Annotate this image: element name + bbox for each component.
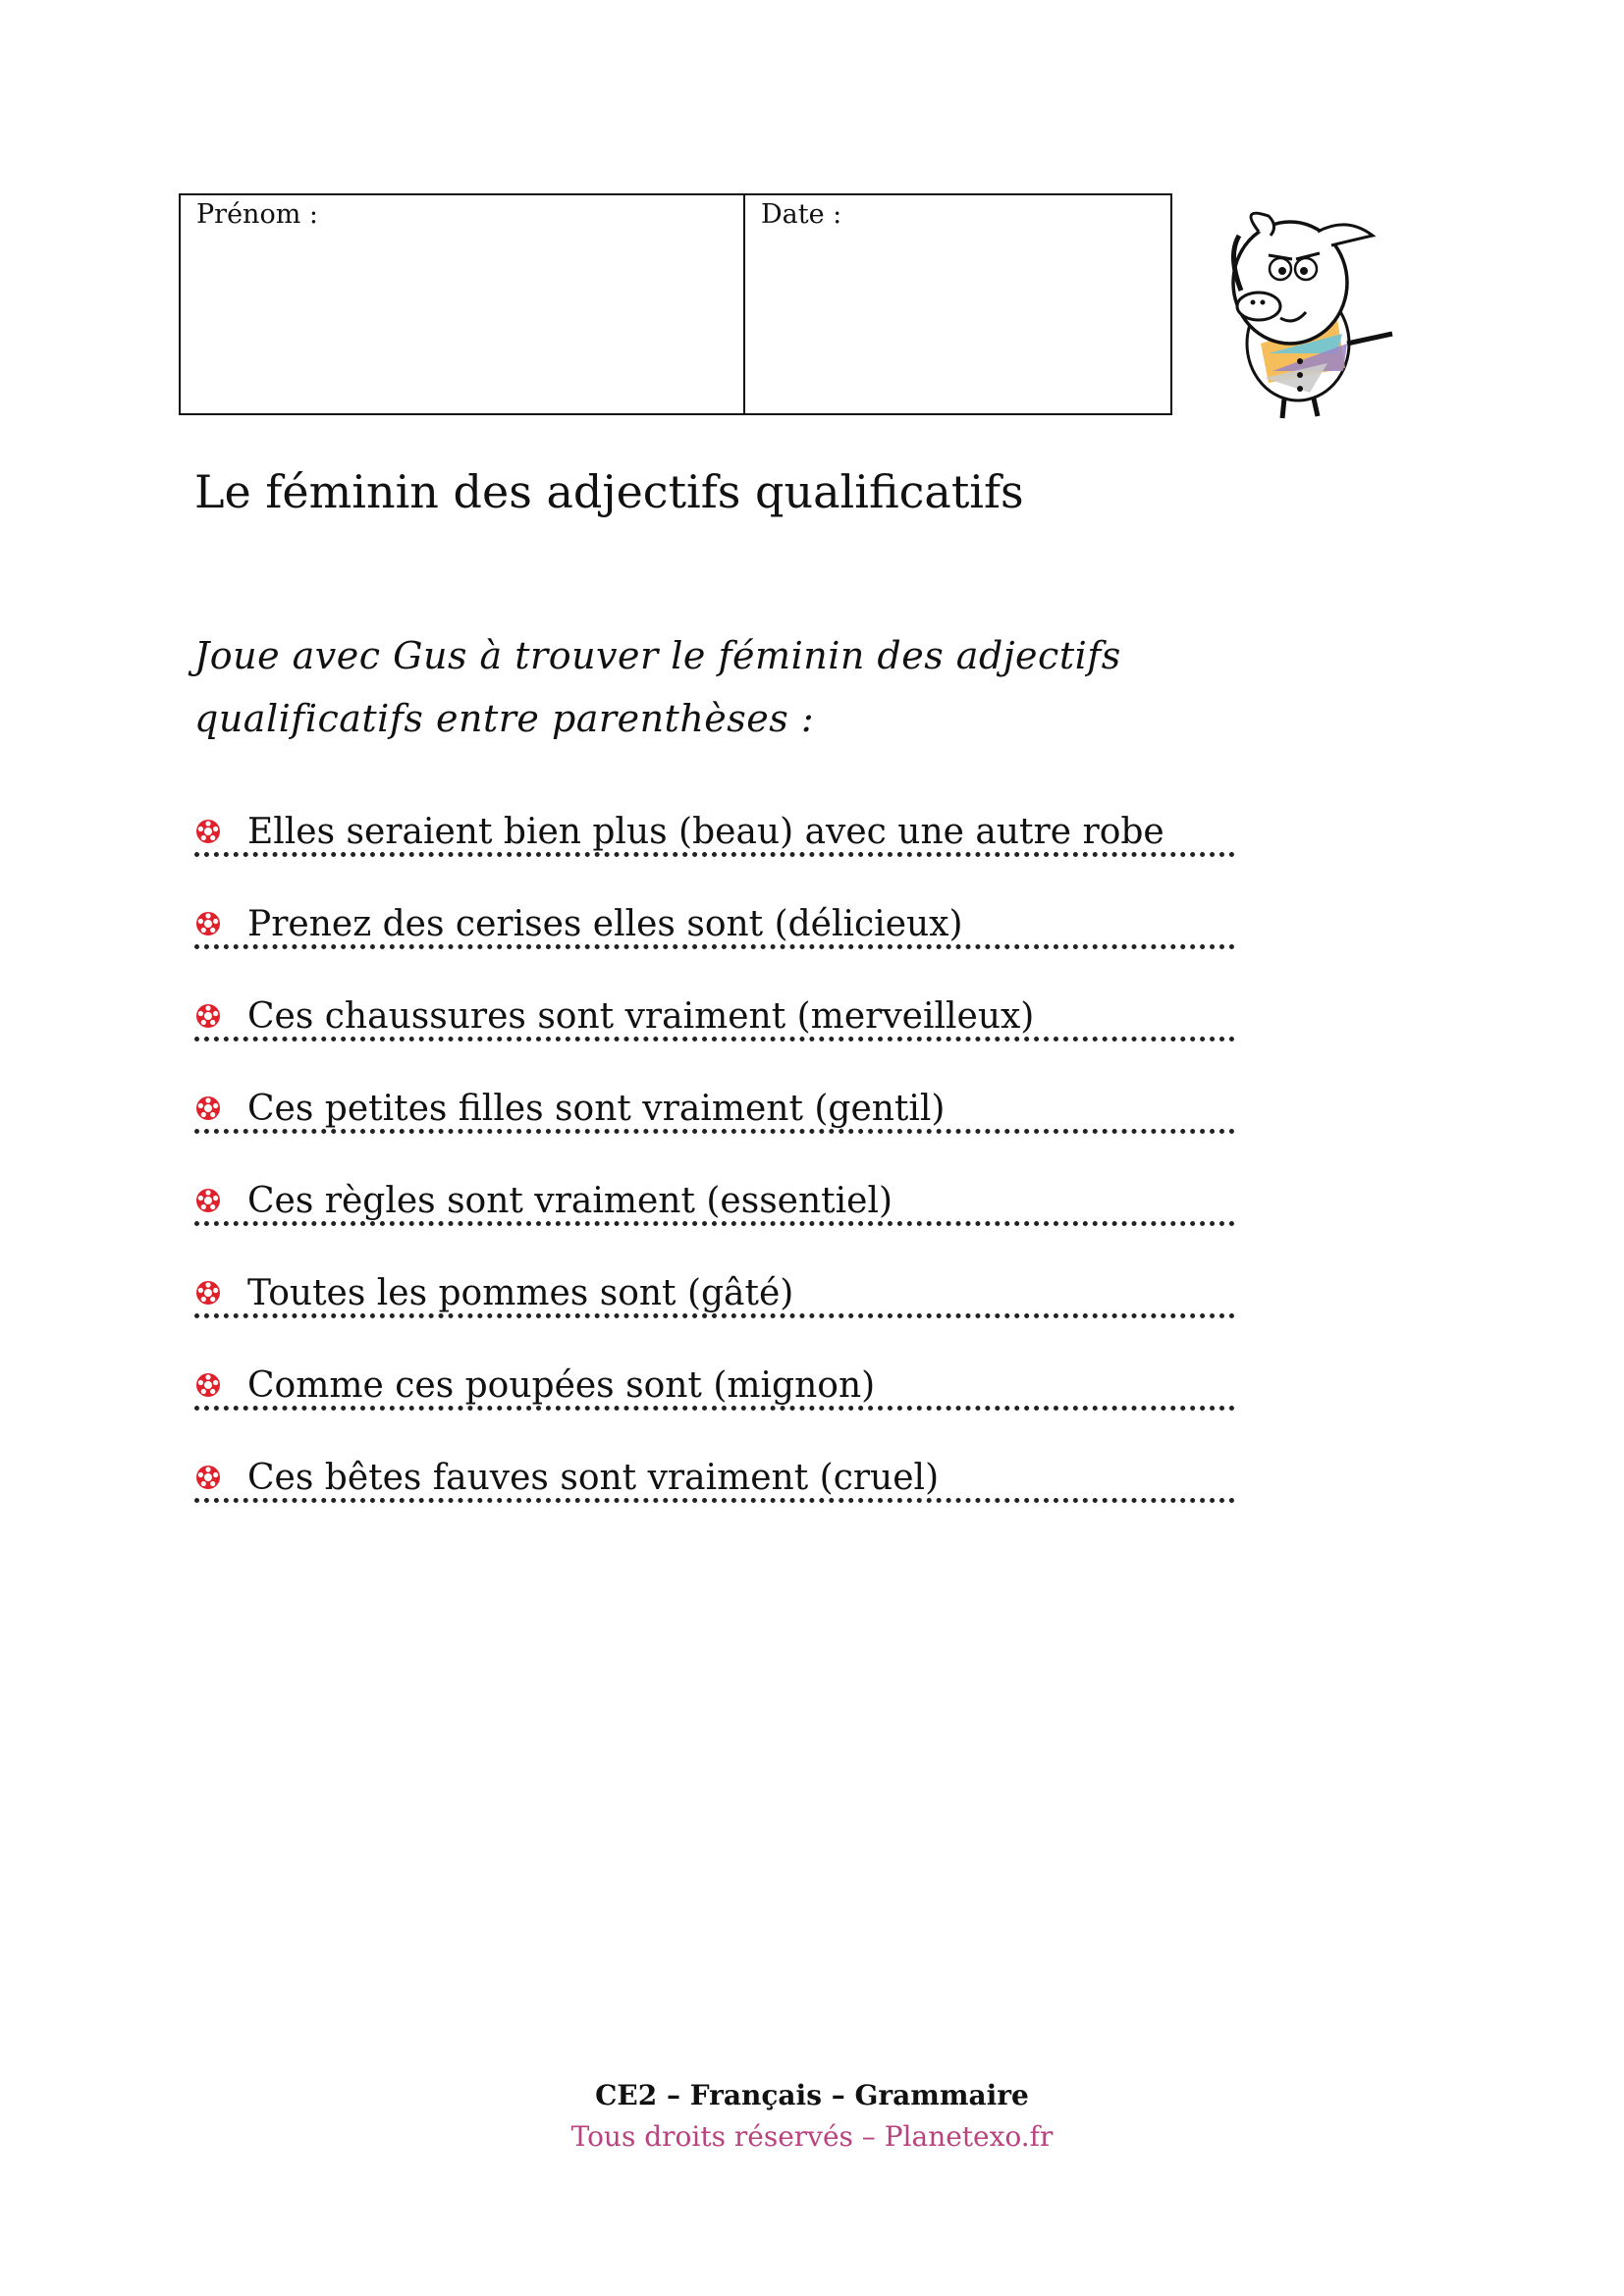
exercise-line <box>194 991 1235 1041</box>
exercise-sentence: Ces petites filles sont vraiment (gentil) <box>247 1088 946 1129</box>
list-item <box>194 899 1235 991</box>
exercise-sentence: Comme ces poupées sont (mignon) <box>247 1364 876 1406</box>
exercise-line <box>194 1361 1235 1410</box>
exercise-line <box>194 1268 1235 1317</box>
list-item <box>194 991 1235 1084</box>
flower-bullet-icon <box>194 910 222 937</box>
answer-line[interactable] <box>194 1498 1235 1503</box>
name-label: Prénom : <box>196 199 318 230</box>
answer-line[interactable] <box>194 852 1235 857</box>
list-item <box>194 1268 1235 1361</box>
header-table <box>179 193 1172 415</box>
answer-line[interactable] <box>194 1037 1235 1041</box>
exercise-line <box>194 1176 1235 1225</box>
list-item <box>194 1453 1235 1545</box>
flower-bullet-icon <box>194 1002 222 1030</box>
flower-bullet-icon <box>194 1371 222 1399</box>
exercise-sentence: Ces bêtes fauves sont vraiment (cruel) <box>247 1457 940 1498</box>
footer-course: CE2 – Français – Grammaire <box>595 2079 1029 2111</box>
answer-line[interactable] <box>194 1129 1235 1134</box>
flower-bullet-icon <box>194 1187 222 1214</box>
exercise-line <box>194 807 1235 856</box>
exercise-sentence: Prenez des cerises elles sont (délicieux) <box>247 903 963 944</box>
list-item <box>194 807 1235 899</box>
footer-rights: Tous droits réservés – Planetexo.fr <box>570 2120 1054 2153</box>
date-label: Date : <box>761 199 842 230</box>
flower-bullet-icon <box>194 1095 222 1122</box>
date-cell[interactable] <box>745 195 1170 413</box>
list-item <box>194 1176 1235 1268</box>
flower-bullet-icon <box>194 818 222 845</box>
answer-line[interactable] <box>194 944 1235 949</box>
flower-bullet-icon <box>194 1464 222 1491</box>
answer-line[interactable] <box>194 1221 1235 1226</box>
list-item <box>194 1361 1235 1453</box>
exercise-list <box>194 807 1235 1545</box>
name-cell[interactable] <box>181 195 745 413</box>
exercise-line <box>194 1453 1235 1502</box>
gus-mascot-icon <box>1200 196 1416 422</box>
answer-line[interactable] <box>194 1406 1235 1411</box>
exercise-sentence: Ces règles sont vraiment (essentiel) <box>247 1180 893 1221</box>
exercise-sentence: Elles seraient bien plus (beau) avec une autre robe <box>247 811 1164 852</box>
answer-line[interactable] <box>194 1313 1235 1318</box>
page-title: Le féminin des adjectifs qualificatifs <box>194 465 1024 518</box>
list-item <box>194 1084 1235 1176</box>
exercise-line <box>194 899 1235 948</box>
exercise-sentence: Toutes les pommes sont (gâté) <box>247 1272 794 1313</box>
exercise-line <box>194 1084 1235 1133</box>
flower-bullet-icon <box>194 1279 222 1307</box>
exercise-sentence: Ces chaussures sont vraiment (merveilleux) <box>247 995 1035 1037</box>
instructions: Joue avec Gus à trouver le féminin des adjectifs qualificatifs entre parenthèses : <box>194 634 1121 740</box>
